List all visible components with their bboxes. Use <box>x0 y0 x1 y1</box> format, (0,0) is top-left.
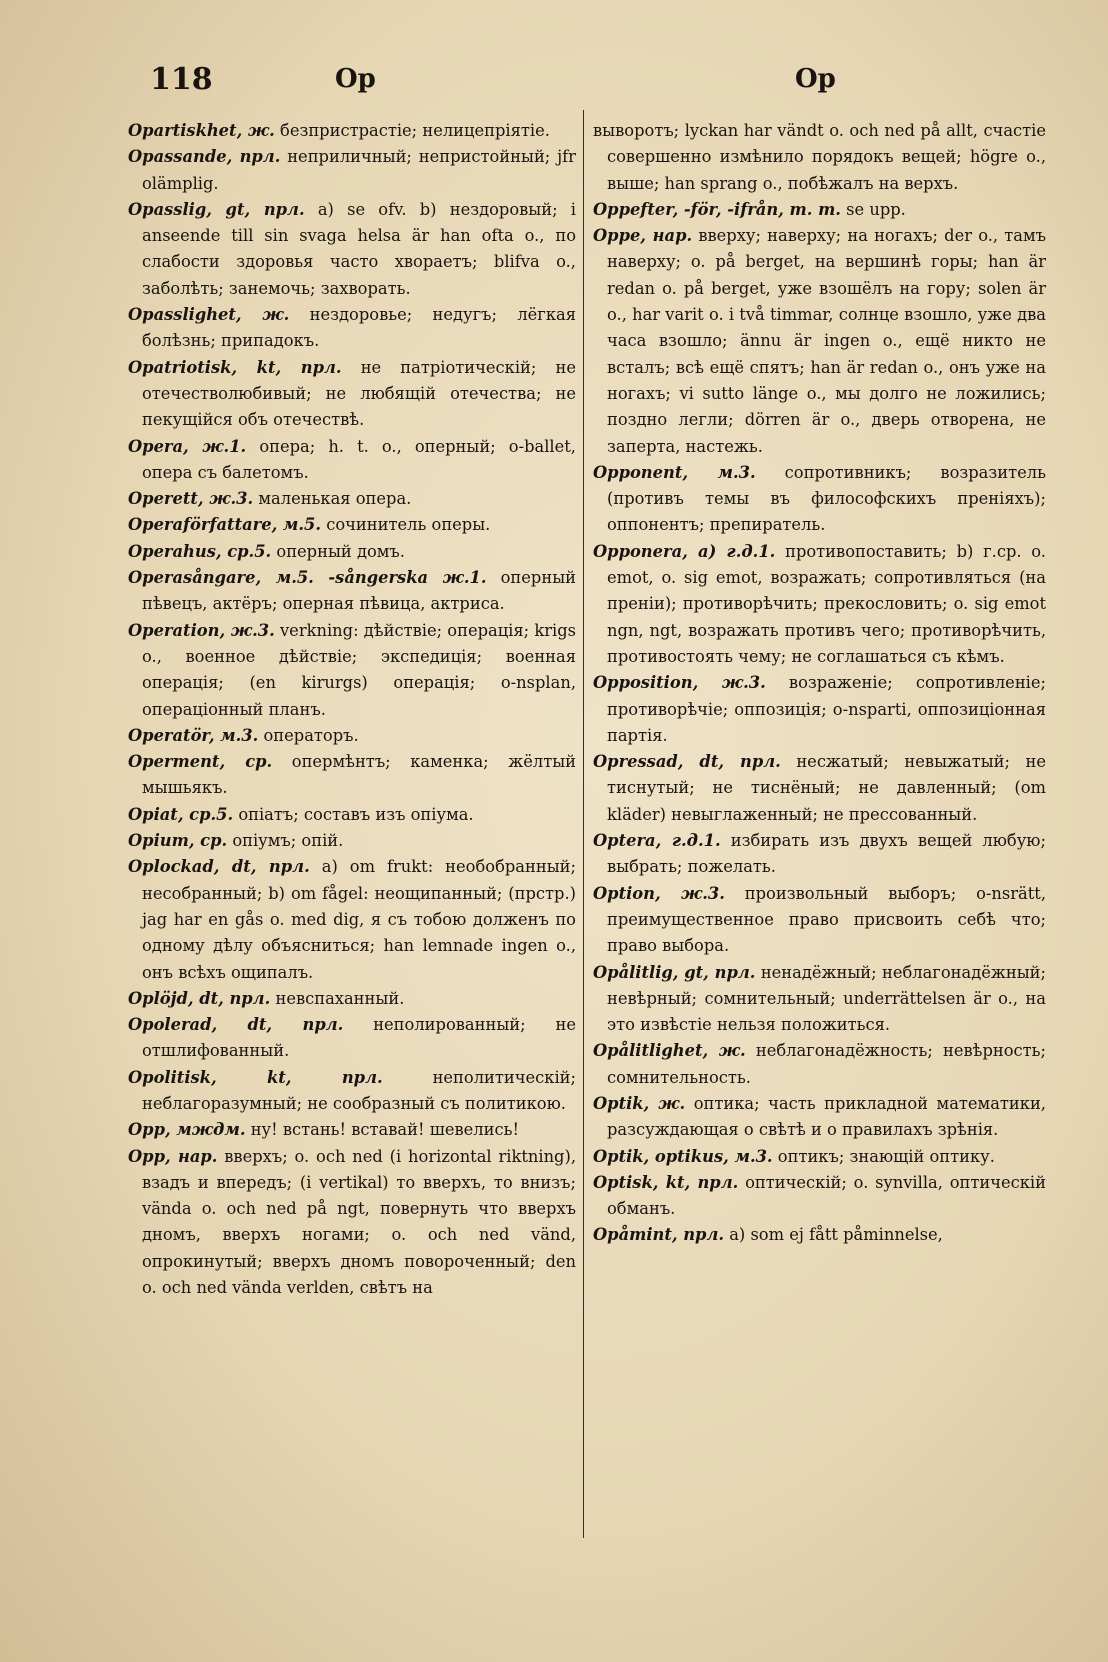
entry-headword: Operahus, ср.5. <box>128 541 272 561</box>
entry-definition: не патріотическій; не отечестволюбивый; не любящій отечества; не пекущійся объ отечествѣ. <box>142 357 576 430</box>
dictionary-entry <box>128 802 576 828</box>
entry-headword: Opp, нар. <box>128 1146 218 1166</box>
entry-definition: оперный домъ. <box>276 541 405 561</box>
entry-definition: опера; h. t. o., оперный; o-ballet, опера съ балетомъ. <box>142 436 576 482</box>
entry-definition: ну! встань! вставай! шевелись! <box>250 1120 520 1140</box>
entry-definition: неблагонадёжность; невѣрность; сомнительность. <box>607 1041 1046 1087</box>
dictionary-entry <box>593 828 1046 881</box>
entry-definition: оптическій; o. synvilla, оптическій обманъ. <box>607 1172 1046 1219</box>
entry-definition: безпристрастіе; нелицепріятіе. <box>280 121 550 140</box>
entry-definition: a) om frukt: необобранный; несобранный; b) om fågel: неощипанный; (прстр.) jag har en gås o. med dig, я съ тобою долженъ по одному дѣлу объясниться; han lemnade ingen o., онъ всѣхъ ощипалъ. <box>142 857 576 982</box>
entry-definition: несжатый; невыжатый; не тиснутый; не тиснёный; не давленный; (om kläder) невыглаженный; не прессованный. <box>607 752 1047 824</box>
dictionary-entry <box>593 881 1046 960</box>
entry-definition: оптика; часть прикладной математики, разсуждающая о свѣтѣ и о правилахъ зрѣнія. <box>607 1093 1046 1140</box>
entry-headword: Opasslighet, ж. <box>128 305 290 325</box>
entry-definition: сопротивникъ; возразитель (противъ темы въ философскихъ преніяхъ); оппонентъ; препиратель. <box>607 462 1046 535</box>
column-divider <box>583 110 584 1538</box>
entry-definition: оптикъ; знающій оптику. <box>777 1146 995 1166</box>
dictionary-entry <box>128 618 576 723</box>
dictionary-entry <box>593 118 1046 197</box>
entry-definition: ненадёжный; неблагонадёжный; невѣрный; сомнительный; underrättelsen är o., на это извѣстіе нельзя положиться. <box>607 962 1046 1035</box>
entry-headword: Opåmint, прл. <box>593 1225 725 1245</box>
entry-definition: verkning: дѣйствіе; операція; krigs o., военное дѣйствіе; экспедиція; военная операція; (en kirurgs) операція; o-nsplan, операціонный планъ. <box>142 620 576 719</box>
dictionary-entry <box>128 197 576 302</box>
entry-definition: a) se ofv. b) нездоровый; i anseende till sin svaga helsa är han ofta o., по слабости здоровья часто хвораетъ; blifva o., заболѣть; занемочь; захворать. <box>142 199 576 298</box>
entry-headword: Opera, ж.1. <box>128 436 247 456</box>
dictionary-entry <box>128 486 576 512</box>
entry-headword: Opponent, м.3. <box>593 462 756 482</box>
entry-definition: маленькая опера. <box>258 489 412 509</box>
entry-headword: Operation, ж.3. <box>128 620 275 640</box>
dictionary-entry <box>593 749 1046 828</box>
dictionary-entry <box>593 539 1046 670</box>
entry-headword: Opponera, a) г.д.1. <box>593 541 776 561</box>
entry-headword: Opolitisk, kt, прл. <box>128 1067 383 1087</box>
entry-definition: произвольный выборъ; o-nsrätt, преимущественное право присвоить себѣ что; право выбора. <box>607 883 1046 956</box>
dictionary-entry <box>128 828 576 854</box>
entry-headword: Opp, мждм. <box>128 1120 246 1140</box>
entry-headword: Opartiskhet, ж. <box>128 121 275 140</box>
guide-word-left: Op <box>335 64 376 94</box>
dictionary-entry <box>128 355 576 434</box>
entry-definition: вверхъ; o. och ned (i horizontal riktning), взадъ и впередъ; (i vertikal) то вверхъ, то внизъ; vända o. och ned på ngt, повернуть что вверхъ дномъ, вверхъ ногами; o. och ned vänd, опрокинутый; вверхъ дномъ повороченный; den o. och ned vända verlden, свѣтъ на <box>142 1146 576 1298</box>
entry-definition: a) som ej fått påminnelse, <box>729 1225 943 1245</box>
entry-definition: неполитическій; неблагоразумный; не сообразный съ политикою. <box>142 1067 576 1113</box>
entry-headword: Opressad, dt, прл. <box>593 752 781 772</box>
entry-definition: сочинитель оперы. <box>326 515 491 535</box>
entry-definition: нездоровье; недугъ; лёгкая болѣзнь; припадокъ. <box>142 305 576 351</box>
dictionary-entry <box>593 1038 1046 1091</box>
entry-definition: неприличный; непристойный; jfr olämplig. <box>142 147 576 193</box>
entry-definition: опіатъ; составъ изъ опіума. <box>238 804 474 824</box>
dictionary-entry <box>128 1065 576 1118</box>
dictionary-entry <box>128 512 576 538</box>
dictionary-entry <box>128 749 576 802</box>
entry-headword: Operatör, м.3. <box>128 725 259 745</box>
page-header <box>150 62 1050 102</box>
dictionary-entry <box>128 434 576 487</box>
dictionary-entry <box>128 144 576 197</box>
dictionary-entry <box>593 960 1046 1039</box>
dictionary-entry <box>128 565 576 618</box>
entry-headword: Opassande, прл. <box>128 147 281 167</box>
entry-headword: Optik, ж. <box>593 1093 686 1113</box>
dictionary-entry <box>593 1170 1046 1223</box>
entry-definition: se upp. <box>846 199 906 219</box>
entry-headword: Optera, г.д.1. <box>593 831 721 851</box>
dictionary-entry <box>128 723 576 749</box>
entry-headword: Oplöjd, dt, прл. <box>128 988 271 1008</box>
entry-headword: Opium, ср. <box>128 831 228 851</box>
entry-headword: Opålitlig, gt, прл. <box>593 962 756 982</box>
entry-headword: Oplockad, dt, прл. <box>128 857 310 877</box>
entry-definition: операторъ. <box>263 725 359 745</box>
entry-headword: Optik, optikus, м.3. <box>593 1146 773 1166</box>
page-number: 118 <box>150 62 213 97</box>
entry-headword: Opolerad, dt, прл. <box>128 1015 344 1035</box>
dictionary-entry <box>593 223 1046 460</box>
entry-headword: Opålitlighet, ж. <box>593 1041 746 1061</box>
dictionary-entry <box>128 1012 576 1065</box>
entry-definition: выворотъ; lyckan har vändt o. och ned på allt, счастіе совершенно измѣнило порядокъ вещей; högre o., выше; han sprang o., побѣжалъ на верхъ. <box>593 121 1046 193</box>
dictionary-entry <box>593 460 1046 539</box>
entry-headword: Opposition, ж.3. <box>593 673 766 693</box>
dictionary-entry <box>593 197 1046 223</box>
dictionary-entry <box>128 854 576 985</box>
entry-definition: вверху; наверху; на ногахъ; der o., тамъ наверху; o. på berget, на вершинѣ горы; han är redan o. på berget, уже взошёлъ на гору; solen är o., har varit o. i två timmar, солнце взошло, уже два часа взошло; ännu är ingen o., ещё никто не всталъ; всѣ ещё спятъ; han är redan o., онъ уже на ногахъ; vi sutto länge o., мы долго не ложились; поздно легли; dörren är o., дверь отворена, не заперта, настежь. <box>607 226 1046 456</box>
entry-definition: противопоставить; b) г.ср. o. emot, o. sig emot, возражать; сопротивляться (на преніи); противорѣчить; прекословить; o. sig emot ngn, ngt, возражать противъ чего; противорѣчить, противостоять чему; не соглашаться съ кѣмъ. <box>607 541 1046 666</box>
entry-headword: Oppefter, -för, -ifrån, m. m. <box>593 199 841 219</box>
entry-definition: невспаханный. <box>275 988 405 1008</box>
entry-headword: Optisk, kt, прл. <box>593 1172 739 1192</box>
entry-headword: Operaförfattare, м.5. <box>128 515 322 535</box>
entry-headword: Oppe, нар. <box>593 226 693 246</box>
dictionary-entry <box>128 302 576 355</box>
entry-definition: оперный пѣвецъ, актёръ; оперная пѣвица, актриса. <box>142 568 576 614</box>
entry-headword: Opasslig, gt, прл. <box>128 199 305 219</box>
guide-word-right: Op <box>795 64 836 94</box>
entry-headword: Option, ж.3. <box>593 883 725 903</box>
dictionary-entry <box>128 118 576 144</box>
dictionary-entry <box>593 1222 1046 1248</box>
entry-definition: возраженіе; сопротивленіе; противорѣчіе; оппозиція; o-nsparti, оппозиціонная партія. <box>607 673 1046 745</box>
dictionary-entry <box>593 1091 1046 1144</box>
entry-definition: опермѣнтъ; каменка; жёлтый мышьякъ. <box>142 752 577 798</box>
dictionary-entry <box>593 670 1046 749</box>
left-column <box>128 118 576 1301</box>
dictionary-entry <box>128 986 576 1012</box>
dictionary-entry <box>593 1144 1046 1170</box>
entry-headword: Operment, ср. <box>128 752 273 772</box>
entry-definition: опіумъ; опій. <box>232 831 344 851</box>
entry-headword: Opiat, ср.5. <box>128 804 234 824</box>
entry-headword: Opatriotisk, kt, прл. <box>128 357 342 377</box>
dictionary-entry <box>128 1117 576 1143</box>
dictionary-entry <box>128 1144 576 1302</box>
entry-definition: избирать изъ двухъ вещей любую; выбрать; пожелать. <box>607 831 1046 877</box>
entry-headword: Operett, ж.3. <box>128 489 254 509</box>
entry-headword: Operasångare, м.5. -sångerska ж.1. <box>128 568 487 588</box>
right-column <box>593 118 1046 1249</box>
entry-definition: неполированный; не отшлифованный. <box>142 1015 576 1061</box>
dictionary-entry <box>128 539 576 565</box>
